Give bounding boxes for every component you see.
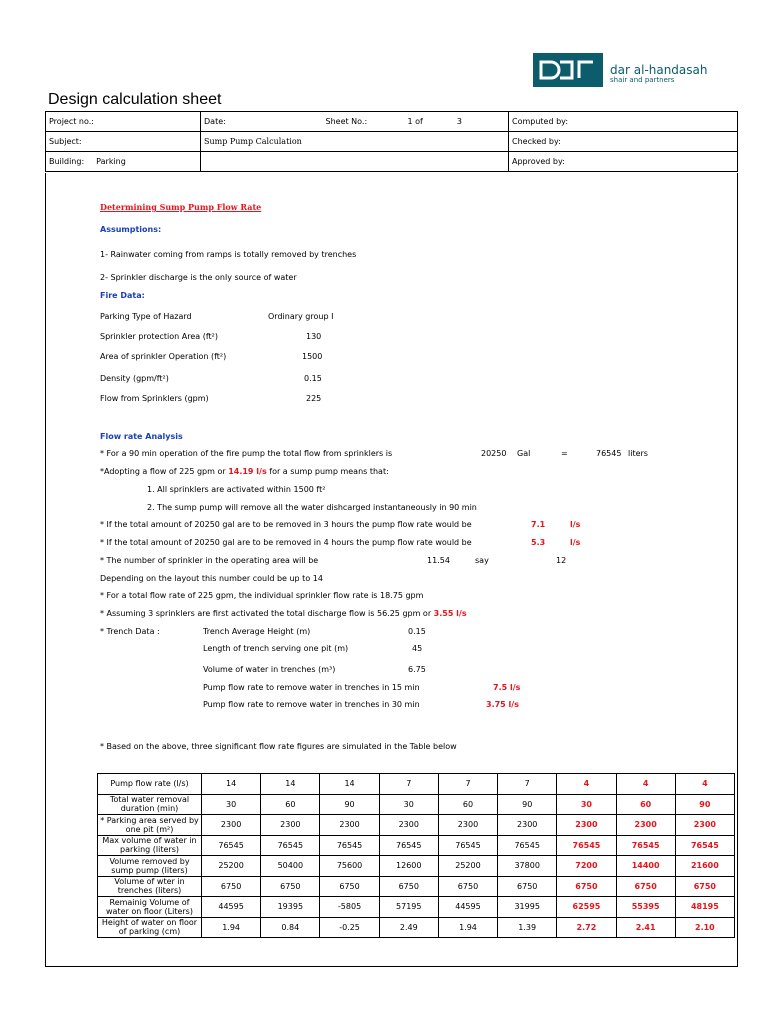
trench-row-label: Trench Average Height (m) — [203, 627, 311, 636]
building-blank — [201, 152, 509, 172]
table-cell: 14 — [202, 774, 261, 795]
fire-row-value: 1500 — [302, 352, 323, 361]
flow-heading: Flow rate Analysis — [100, 432, 183, 441]
flow-line-7: * The number of sprinkler in the operating area will be — [100, 556, 319, 565]
date-label: Date: — [201, 112, 323, 132]
table-row — [98, 897, 735, 918]
table-cell: 31995 — [498, 897, 557, 918]
table-cell: 2300 — [261, 815, 320, 836]
flow-line-1: * For a 90 min operation of the fire pump the total flow from sprinklers is — [100, 449, 393, 458]
table-cell: 2300 — [557, 815, 616, 836]
flow-unit-red: l/s — [570, 538, 581, 547]
table-row — [98, 815, 735, 836]
table-cell: 30 — [557, 794, 616, 815]
table-cell: 4 — [616, 774, 675, 795]
table-row — [98, 794, 735, 815]
table-cell: 6750 — [438, 876, 497, 897]
fire-row-label: Parking Type of Hazard — [100, 312, 192, 321]
table-cell: 57195 — [379, 897, 438, 918]
brand-tagline: shair and partners — [610, 76, 675, 84]
building-label: Building: Parking — [46, 152, 201, 172]
fire-row-value: 130 — [306, 332, 322, 341]
table-cell: 76545 — [616, 835, 675, 856]
table-cell: 6750 — [261, 876, 320, 897]
subject-value: Sump Pump Calculation — [201, 132, 509, 152]
sheet-number: 1 of 3 — [393, 112, 509, 132]
table-cell: 76545 — [557, 835, 616, 856]
table-cell: 60 — [261, 794, 320, 815]
table-cell: 50400 — [261, 856, 320, 877]
brand-name: dar al-handasah — [610, 63, 708, 77]
table-row-label: * Parking area served by one pit (m²) — [98, 815, 202, 836]
table-cell: 21600 — [675, 856, 734, 877]
table-cell: 6750 — [498, 876, 557, 897]
table-cell: 2300 — [320, 815, 379, 836]
table-cell: 60 — [616, 794, 675, 815]
table-cell: 7 — [498, 774, 557, 795]
flow-line-9: * For a total flow rate of 225 gpm, the individual sprinkler flow rate is 18.75 gpm — [100, 591, 424, 600]
trench-row-value: 0.15 — [408, 627, 426, 636]
subject-label: Subject: — [46, 132, 201, 152]
table-cell: 90 — [498, 794, 557, 815]
table-cell: 6750 — [616, 876, 675, 897]
table-cell: 2300 — [616, 815, 675, 836]
summary-line: * Based on the above, three significant flow rate figures are simulated in the Table below — [100, 742, 457, 751]
table-cell: 2.10 — [675, 917, 734, 938]
table-cell: 0.84 — [261, 917, 320, 938]
table-cell: 2300 — [498, 815, 557, 836]
table-cell: 76545 — [438, 835, 497, 856]
table-cell: 2300 — [675, 815, 734, 836]
table-cell: 14 — [320, 774, 379, 795]
table-row-label: Volume of wter in trenches (liters) — [98, 876, 202, 897]
trench-row-label: Pump flow rate to remove water in trenches in 15 min — [203, 683, 420, 692]
table-cell: 76545 — [202, 835, 261, 856]
fire-row-label: Flow from Sprinklers (gpm) — [100, 394, 209, 403]
flow-line-6: * If the total amount of 20250 gal are to be removed in 4 hours the pump flow rate would be — [100, 538, 472, 547]
table-cell: 76545 — [498, 835, 557, 856]
assumption-2: 2- Sprinkler discharge is the only source of water — [100, 273, 297, 282]
table-cell: 25200 — [438, 856, 497, 877]
table-row-label: Max volume of water in parking (liters) — [98, 835, 202, 856]
flow-unit: liters — [628, 449, 648, 458]
fire-row-label: Sprinkler protection Area (ft²) — [100, 332, 218, 341]
table-cell: 1.94 — [202, 917, 261, 938]
table-cell: 30 — [202, 794, 261, 815]
table-cell: 1.94 — [438, 917, 497, 938]
sheet-label: Sheet No.: — [323, 112, 393, 132]
table-cell: 76545 — [261, 835, 320, 856]
table-row — [98, 835, 735, 856]
trench-row-value: 6.75 — [408, 665, 426, 674]
table-cell: 76545 — [675, 835, 734, 856]
table-cell: 30 — [379, 794, 438, 815]
table-cell: 2300 — [438, 815, 497, 836]
flow-value: 76545 — [596, 449, 622, 458]
table-row — [98, 876, 735, 897]
table-cell: 25200 — [202, 856, 261, 877]
company-logo — [533, 53, 603, 87]
table-cell: 2.49 — [379, 917, 438, 938]
fire-row-value: 0.15 — [304, 374, 322, 383]
flow-equals: = — [561, 449, 568, 458]
flow-line-3: 1. All sprinklers are activated within 1500 ft² — [147, 485, 326, 494]
table-row — [98, 774, 735, 795]
flow-line-2: *Adopting a flow of 225 gpm or 14.19 l/s for a sump pump means that: — [100, 467, 389, 476]
table-row-label: Remainig Volume of water on floor (Liters) — [98, 897, 202, 918]
table-cell: 7200 — [557, 856, 616, 877]
table-cell: 60 — [438, 794, 497, 815]
flow-value: 12 — [556, 556, 567, 565]
flow-value-red: 7.1 — [531, 520, 546, 529]
trench-row-value-red: 7.5 l/s — [493, 683, 521, 692]
table-cell: 19395 — [261, 897, 320, 918]
table-cell: 7 — [438, 774, 497, 795]
flow-line-5: * If the total amount of 20250 gal are to be removed in 3 hours the pump flow rate would be — [100, 520, 472, 529]
page-title: Design calculation sheet — [48, 91, 222, 108]
table-cell: 48195 — [675, 897, 734, 918]
table-row — [98, 917, 735, 938]
trench-row-value-red: 3.75 l/s — [486, 700, 519, 709]
table-row-label: Pump flow rate (l/s) — [98, 774, 202, 795]
fire-row-label: Area of sprinkler Operation (ft²) — [100, 352, 227, 361]
table-cell: 2300 — [379, 815, 438, 836]
table-cell: 44595 — [438, 897, 497, 918]
table-cell: 90 — [675, 794, 734, 815]
table-cell: 2.41 — [616, 917, 675, 938]
table-cell: 75600 — [320, 856, 379, 877]
computed-label: Computed by: — [509, 112, 738, 132]
flow-line-4: 2. The sump pump will remove all the water dishcarged instantaneously in 90 min — [147, 503, 477, 512]
table-row-label: Height of water on floor of parking (cm) — [98, 917, 202, 938]
simulation-table — [97, 773, 735, 938]
table-row-label: Volume removed by sump pump (liters) — [98, 856, 202, 877]
flow-value-red: 5.3 — [531, 538, 546, 547]
dar-logo-icon — [533, 53, 603, 87]
table-cell: 6750 — [675, 876, 734, 897]
table-cell: 4 — [675, 774, 734, 795]
fire-heading: Fire Data: — [100, 291, 145, 300]
trench-row-label: Length of trench serving one pit (m) — [203, 644, 349, 653]
table-cell: 37800 — [498, 856, 557, 877]
table-cell: 55395 — [616, 897, 675, 918]
table-cell: 6750 — [202, 876, 261, 897]
flow-unit-red: l/s — [570, 520, 581, 529]
table-cell: 4 — [557, 774, 616, 795]
table-cell: 14 — [261, 774, 320, 795]
assumptions-heading: Assumptions: — [100, 225, 162, 234]
trench-row-value: 45 — [412, 644, 423, 653]
table-cell: 7 — [379, 774, 438, 795]
fire-row-value: Ordinary group I — [268, 312, 334, 321]
fire-row-label: Density (gpm/ft²) — [100, 374, 169, 383]
project-label: Project no.: — [46, 112, 201, 132]
table-cell: 6750 — [320, 876, 379, 897]
table-cell: 6750 — [557, 876, 616, 897]
table-row — [98, 856, 735, 877]
section-title: Determining Sump Pump Flow Rate — [100, 202, 262, 212]
table-cell: 14400 — [616, 856, 675, 877]
table-cell: 1.39 — [498, 917, 557, 938]
table-cell: 62595 — [557, 897, 616, 918]
flow-value: 11.54 — [427, 556, 450, 565]
table-cell: 76545 — [320, 835, 379, 856]
checked-label: Checked by: — [509, 132, 738, 152]
table-cell: 2300 — [202, 815, 261, 836]
trench-row-label: Volume of water in trenches (m³) — [203, 665, 336, 674]
trench-row-label: Pump flow rate to remove water in trenches in 30 min — [203, 700, 420, 709]
table-row-label: Total water removal duration (min) — [98, 794, 202, 815]
table-cell: -0.25 — [320, 917, 379, 938]
table-cell: 2.72 — [557, 917, 616, 938]
assumption-1: 1- Rainwater coming from ramps is totally removed by trenches — [100, 250, 357, 259]
header-table — [45, 111, 738, 172]
table-cell: 44595 — [202, 897, 261, 918]
table-cell: 6750 — [379, 876, 438, 897]
flow-say: say — [475, 556, 489, 565]
table-cell: 90 — [320, 794, 379, 815]
approved-label: Approved by: — [509, 152, 738, 172]
fire-row-value: 225 — [306, 394, 322, 403]
flow-line-8: Depending on the layout this number could be up to 14 — [100, 574, 323, 583]
trench-label: * Trench Data : — [100, 627, 160, 636]
flow-value: 20250 — [481, 449, 507, 458]
table-cell: 12600 — [379, 856, 438, 877]
flow-unit: Gal — [517, 449, 531, 458]
table-cell: 76545 — [379, 835, 438, 856]
table-cell: -5805 — [320, 897, 379, 918]
flow-line-10: * Assuming 3 sprinklers are first activated the total discharge flow is 56.25 gpm or 3.55 l/s — [100, 609, 467, 618]
